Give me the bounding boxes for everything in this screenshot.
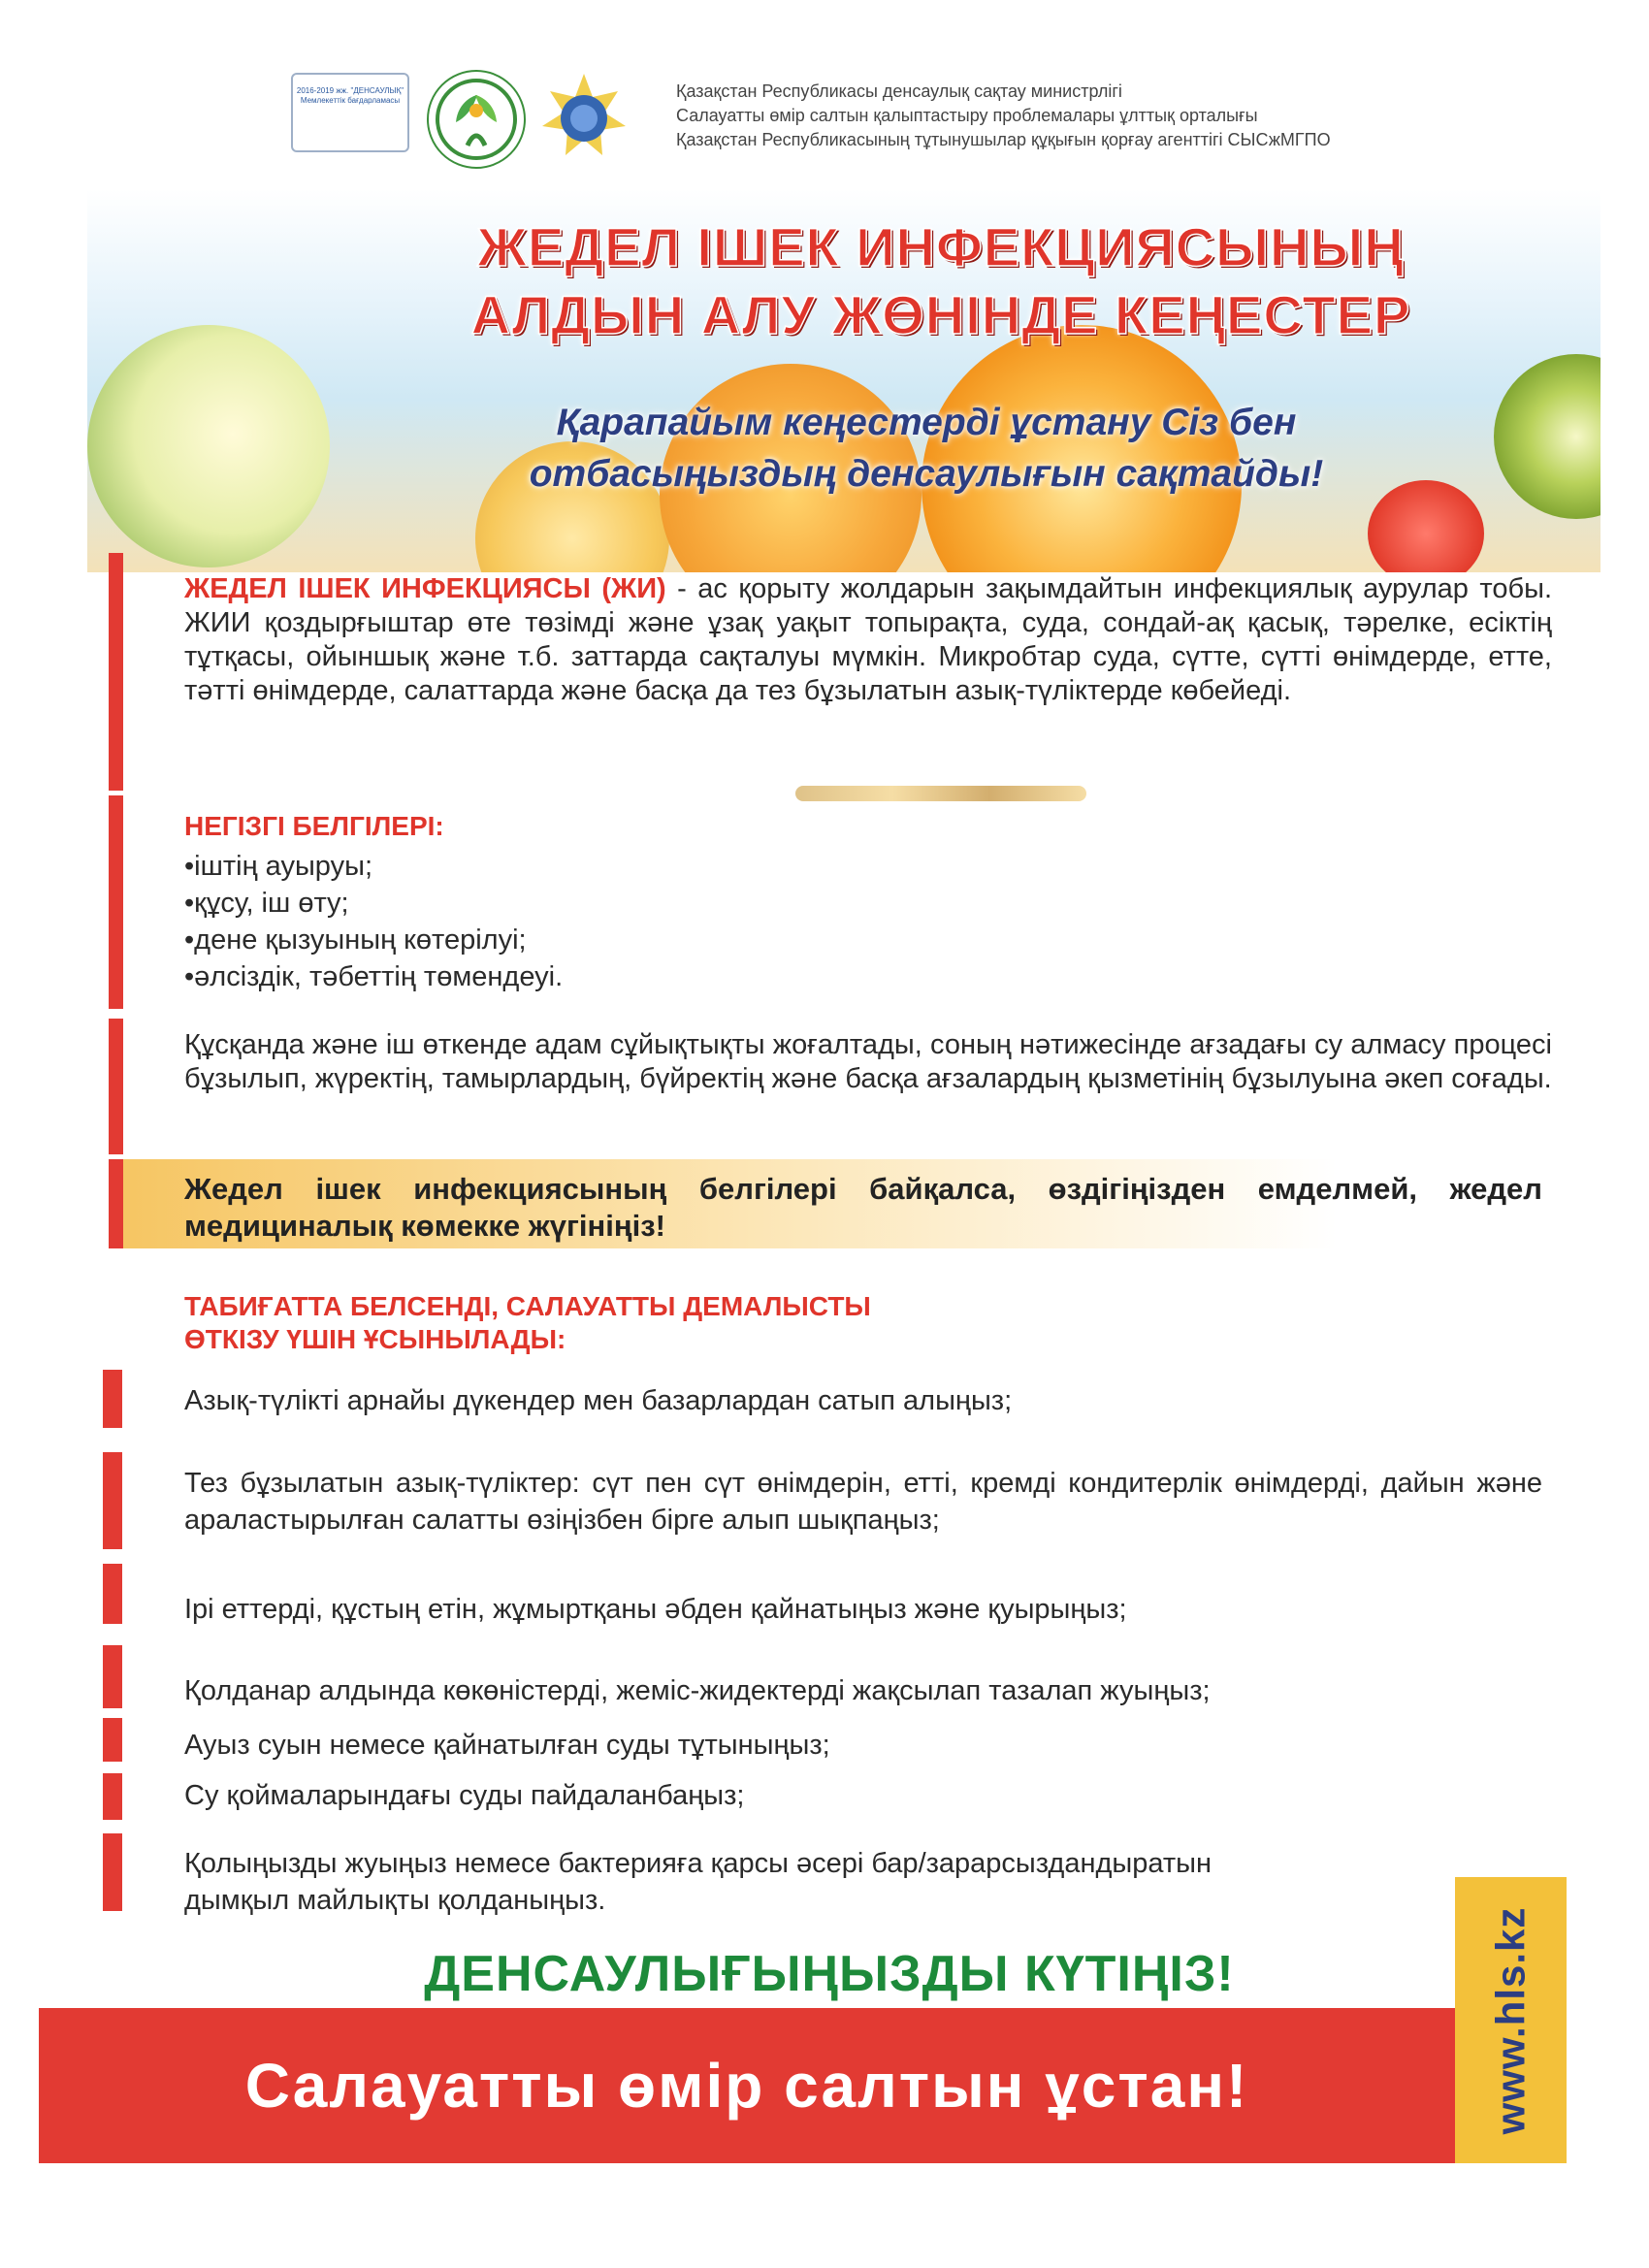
page-title-line: ЖЕДЕЛ ІШЕК ИНФЕКЦИЯСЫНЫҢ <box>477 216 1405 277</box>
melon-image <box>87 325 330 567</box>
star-emblem-icon <box>536 70 631 165</box>
intro-term: ЖЕДЕЛ ІШЕК ИНФЕКЦИЯСЫ (ЖИ) <box>184 573 666 604</box>
subtitle-line: Қарапайым кеңестерді ұстану Сіз бен <box>556 402 1297 443</box>
recommendations-heading-line: ТАБИҒАТТА БЕЛСЕНДІ, САЛАУАТТЫ ДЕМАЛЫСТЫ <box>184 1291 871 1321</box>
recommendation-item: Ірі еттерді, құстың етін, жұмыртқаны әбден қайнатыңыз және қуырыңыз; <box>184 1594 1127 1625</box>
item-accent-bar <box>103 1773 122 1820</box>
consequence-paragraph: Құсқанда және іш өткенде адам сұйықтықты жоғалтады, соның нәтижесінде ағзадағы су алмасу процесі бұзылып, жүректің, тамырлардың, бүйректің және басқа ағзалардың қызметінің бұзылуына әкеп соғады. <box>184 1029 1552 1094</box>
recommendation-item: Қолданар алдында көкөністерді, жеміс-жидектерді жақсылап тазалап жуыңыз; <box>184 1675 1211 1706</box>
section-accent-bar <box>109 1159 123 1248</box>
program-logo <box>291 73 409 152</box>
symptom-item: • құсу, іш өту; <box>184 885 1057 922</box>
program-logo-text: 2016-2019 жж. "ДЕНСАУЛЫҚ" Мемлекеттік бағдарламасы <box>296 86 404 105</box>
item-accent-bar <box>103 1564 122 1624</box>
decorative-strip <box>795 786 1086 801</box>
item-accent-bar <box>103 1370 122 1428</box>
section-accent-bar <box>109 1019 123 1154</box>
recommendation-item: Қолыңызды жуыңыз немесе бактерияға қарсы әсері бар/зарарсыздандыратын дымқыл майлықты қолданыңыз. <box>184 1848 1212 1916</box>
intro-paragraph <box>184 572 1552 708</box>
item-accent-bar <box>103 1718 122 1762</box>
ministry-emblem-icon <box>427 70 526 169</box>
symptoms-list <box>184 848 1057 995</box>
footer-banner-text: Салауатты өмір салтын ұстан! <box>244 2051 1249 2121</box>
hero-banner <box>87 189 1600 572</box>
item-accent-bar <box>103 1645 122 1708</box>
page-title-line: АЛДЫН АЛУ ЖӨНІНДЕ КЕҢЕСТЕР <box>470 284 1411 345</box>
recommendation-item: Су қоймаларындағы суды пайдаланбаңыз; <box>184 1780 745 1811</box>
leaf-person-icon <box>429 72 524 167</box>
symptom-item: • іштің ауыруы; <box>184 848 1057 885</box>
website-tab-label <box>1455 1877 1567 2163</box>
item-accent-bar <box>103 1833 122 1911</box>
recommendations-heading-line: ӨТКІЗУ ҮШІН ҰСЫНЫЛАДЫ: <box>184 1324 566 1354</box>
recommendation-item: Тез бұзылатын азық-түліктер: сүт пен сүт өнімдерін, етті, кремді кондитерлік өнімдерді, дайын және араластырылған салатты өзіңізбен бірге алып шықпаңыз; <box>184 1468 1542 1536</box>
health-slogan: ДЕНСАУЛЫҒЫҢЫЗДЫ КҮТІҢІЗ! <box>424 1946 1235 2002</box>
subtitle-line: отбасыңыздың денсаулығын сақтайды! <box>529 453 1324 495</box>
item-accent-bar <box>103 1452 122 1549</box>
symptom-item: • әлсіздік, тәбеттің төмендеуі. <box>184 958 1057 995</box>
ministry-credits <box>676 80 1549 152</box>
recommendation-item: Ауыз суын немесе қайнатылған суды тұтыныңыз; <box>184 1730 830 1761</box>
intro-text: - ас қорыту жолдарын зақымдайтын инфекциялық аурулар тобы. ЖИИ қоздырғыштар өте төзімді және ұзақ уақыт топырақта, суда, сондай-ақ қасық, тәрелке, есіктің тұтқасы, ойыншық және т.б. заттарда сақталуы мүмкін. Микробтар суда, сүтте, сүтті өнімдерде, етте, тәтті өнімдерде, салаттарда және басқа да тез бұзылатын азық-түліктерде көбейеді. <box>184 573 1552 706</box>
section-accent-bar <box>109 553 123 791</box>
symptoms-heading: НЕГІЗГІ БЕЛГІЛЕРІ: <box>184 811 444 841</box>
ministry-line: Қазақстан Республикасы денсаулық сақтау министрлігі <box>676 81 1122 101</box>
ministry-line: Қазақстан Республикасының тұтынушылар құқығын қорғау агенттігі СЫСжМГПО <box>676 130 1331 149</box>
recommendation-item: Азық-түлікті арнайы дүкендер мен базарлардан сатып алыңыз; <box>184 1385 1013 1416</box>
symptom-item: • дене қызуының көтерілуі; <box>184 922 1057 958</box>
warning-text: Жедел ішек инфекциясының белгілері байқалса, өздігіңізден емделмей, жедел медициналық көмекке жүгініңіз! <box>184 1172 1542 1243</box>
section-accent-bar <box>109 795 123 1009</box>
website-link[interactable]: www.hls.kz <box>1487 1906 1534 2134</box>
center-emblem-icon <box>536 70 631 165</box>
ministry-line: Салауатты өмір салтын қалыптастыру проблемалары ұлттық орталығы <box>676 106 1258 125</box>
